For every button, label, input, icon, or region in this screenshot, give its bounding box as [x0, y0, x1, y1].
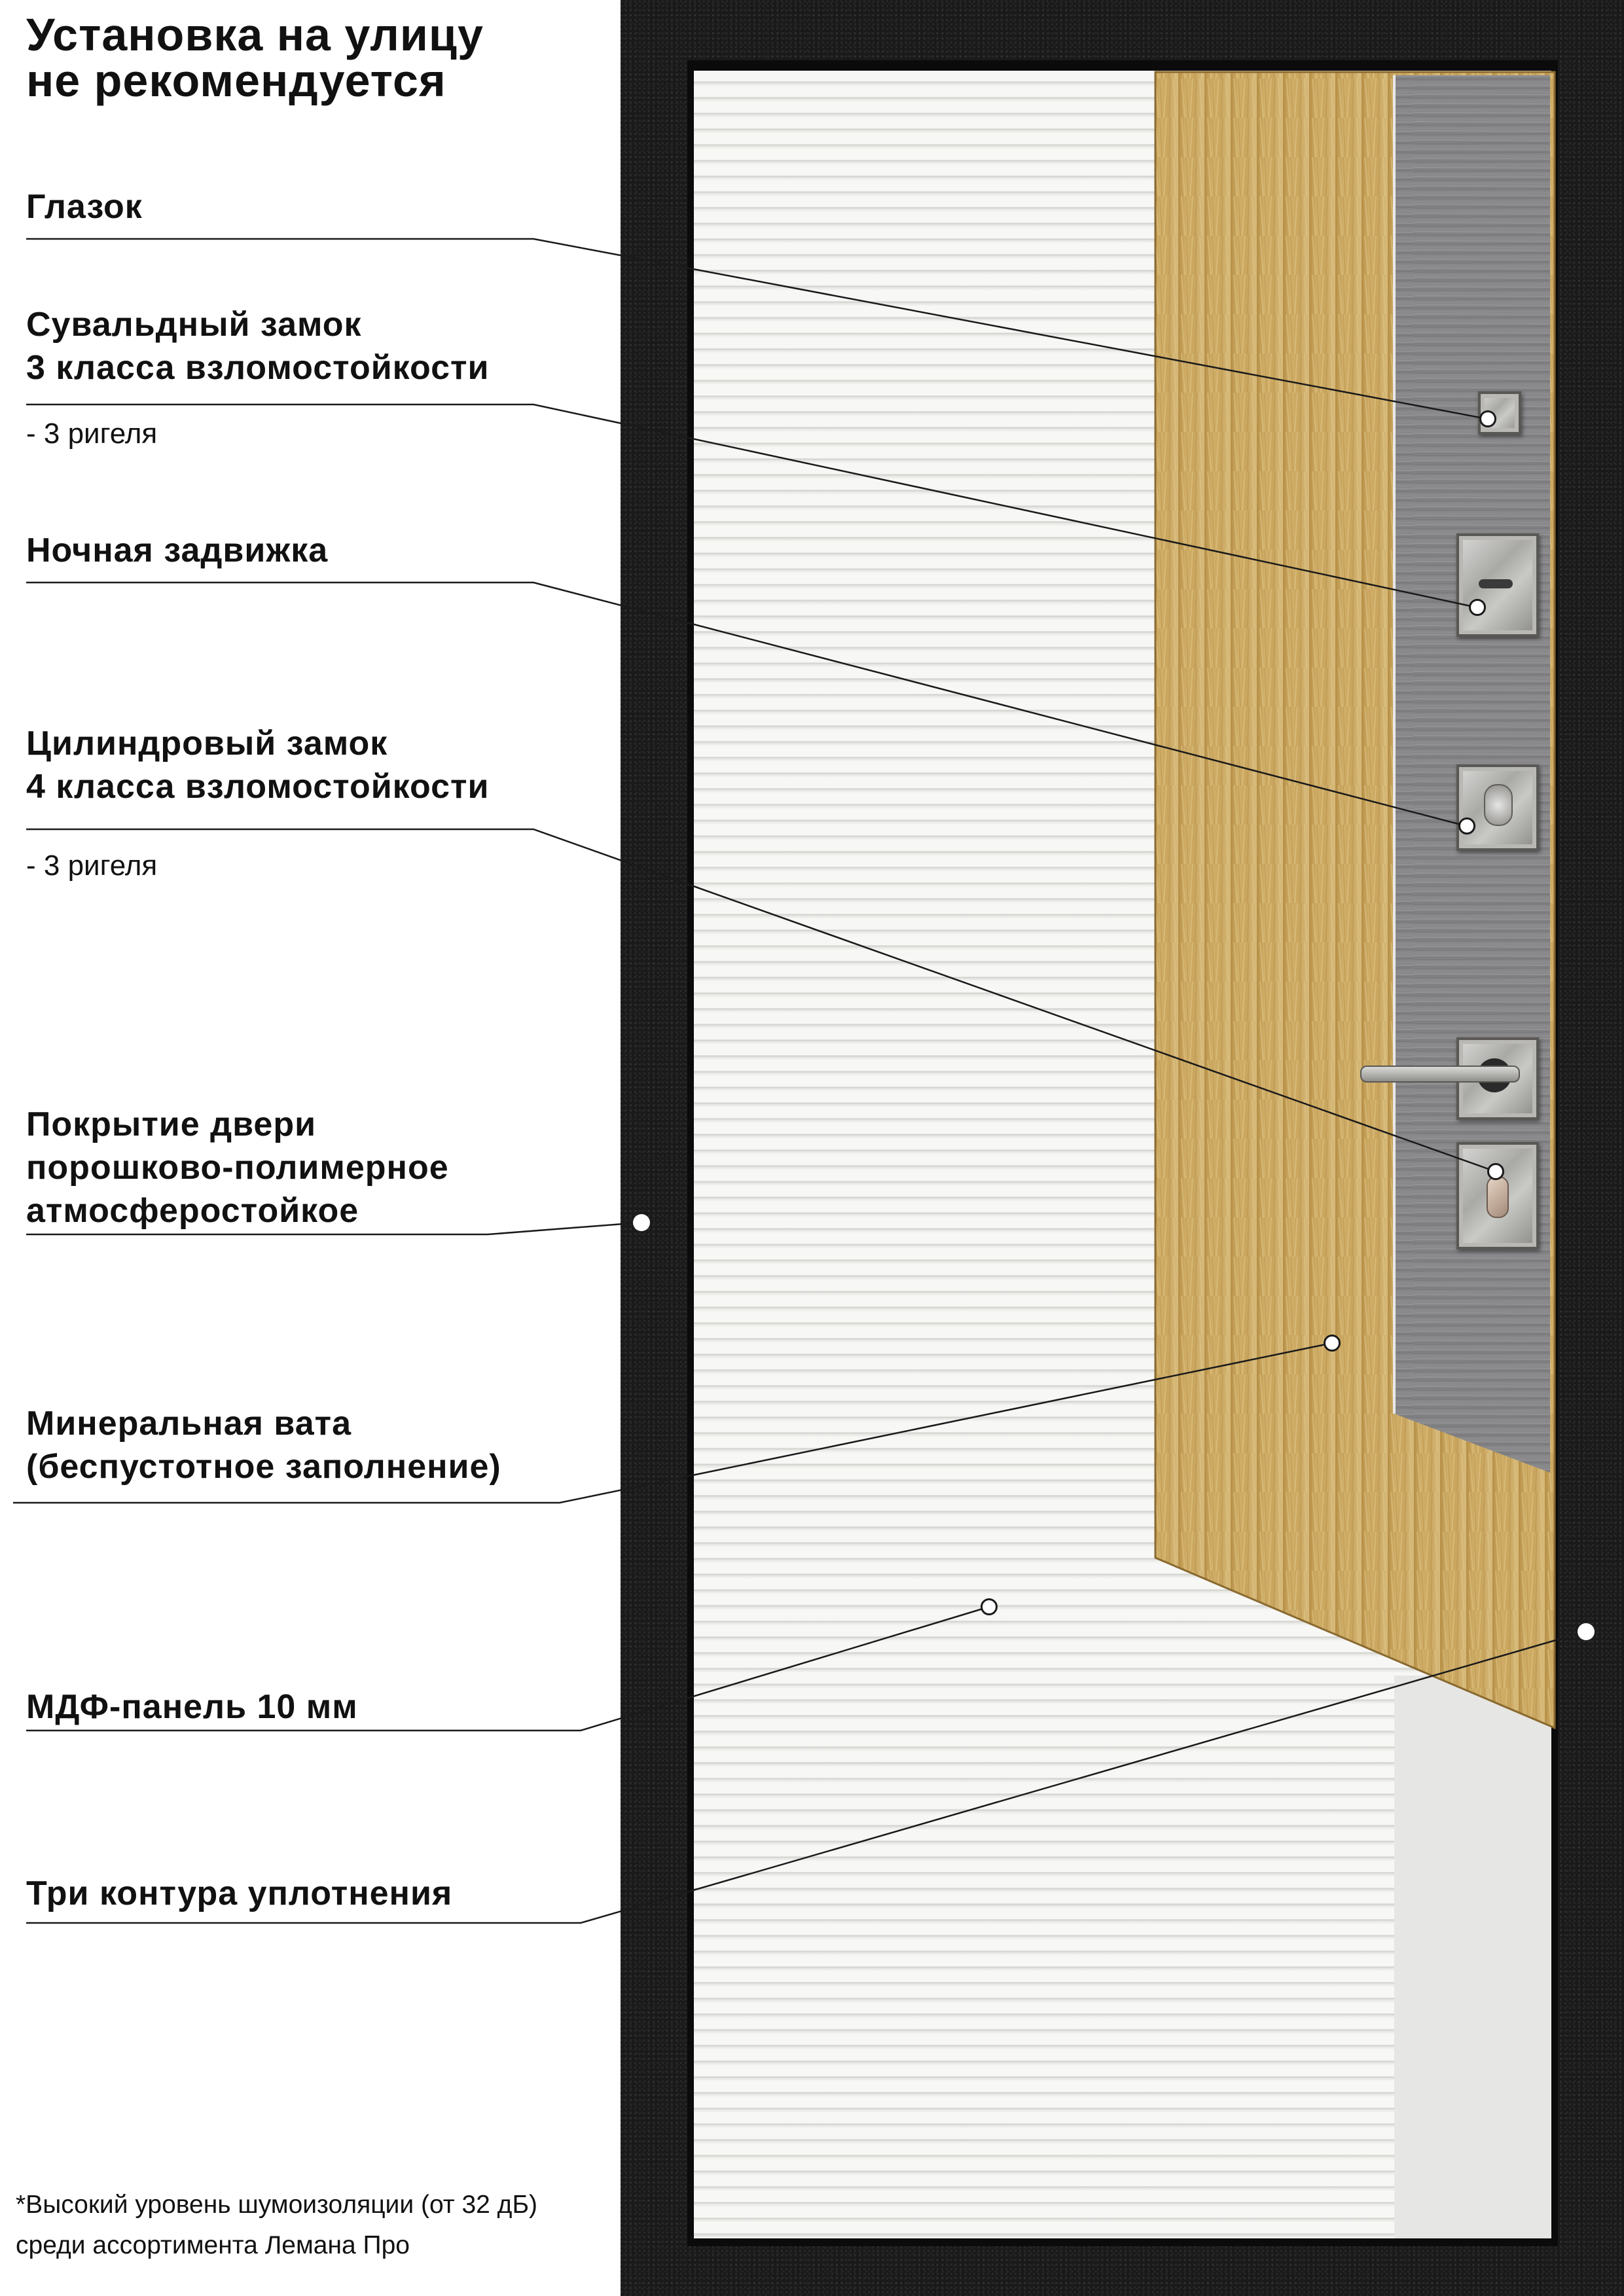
label-coating-line-3: атмосферостойкое [26, 1192, 359, 1230]
label-night-latch-text: Ночная задвижка [26, 531, 329, 569]
footnote-line-2: среди ассортимента Лемана Про [16, 2231, 410, 2259]
label-cylinder-lock-line-2: 4 класса взломостойкости [26, 768, 490, 806]
callout-dot-night-latch [1458, 817, 1475, 834]
label-cylinder-lock-line-1: Цилиндровый замок [26, 725, 388, 762]
lever-lock-escutcheon [1456, 533, 1539, 637]
label-lever-lock-line-2: 3 класса взломостойкости [26, 349, 490, 387]
cylinder-lock-escutcheon [1456, 1142, 1539, 1249]
label-seal-contours-text: Три контура уплотнения [26, 1874, 453, 1912]
footnote-line-1: *Высокий уровень шумоизоляции (от 32 дБ) [16, 2191, 538, 2219]
night-latch-plate [1456, 764, 1539, 851]
thumb-turn-icon [1484, 784, 1513, 826]
keyhole-icon [1479, 579, 1513, 588]
title-line-2: не рекомендуется [26, 55, 446, 106]
label-mineral-wool-line-2: (беспустотное заполнение) [26, 1448, 501, 1486]
label-coating-line-1: Покрытие двери [26, 1105, 317, 1143]
callout-dot-mineral-wool [1324, 1335, 1341, 1352]
title-line-1: Установка на улицу [26, 9, 484, 60]
label-coating-line-2: порошково-полимерное [26, 1149, 449, 1187]
callout-dot-peephole [1479, 410, 1496, 427]
door-handle [1360, 1066, 1520, 1083]
label-peephole-text: Глазок [26, 188, 143, 226]
label-mdf-panel-text: МДФ-панель 10 мм [26, 1688, 358, 1726]
cylinder-icon [1487, 1176, 1509, 1218]
label-lever-lock-sub: - 3 ригеля [26, 418, 158, 450]
label-mineral-wool-line-1: Минеральная вата [26, 1405, 352, 1443]
callout-dot-lever-lock [1469, 599, 1486, 616]
callout-dot-mdf-panel [981, 1598, 998, 1615]
label-lever-lock-line-1: Сувальдный замок [26, 306, 362, 344]
callout-dot-seal-contours [1578, 1623, 1595, 1640]
callout-dot-cylinder-lock [1487, 1163, 1504, 1180]
label-cylinder-lock-sub: - 3 ригеля [26, 850, 158, 882]
callout-dot-coating [633, 1214, 650, 1231]
